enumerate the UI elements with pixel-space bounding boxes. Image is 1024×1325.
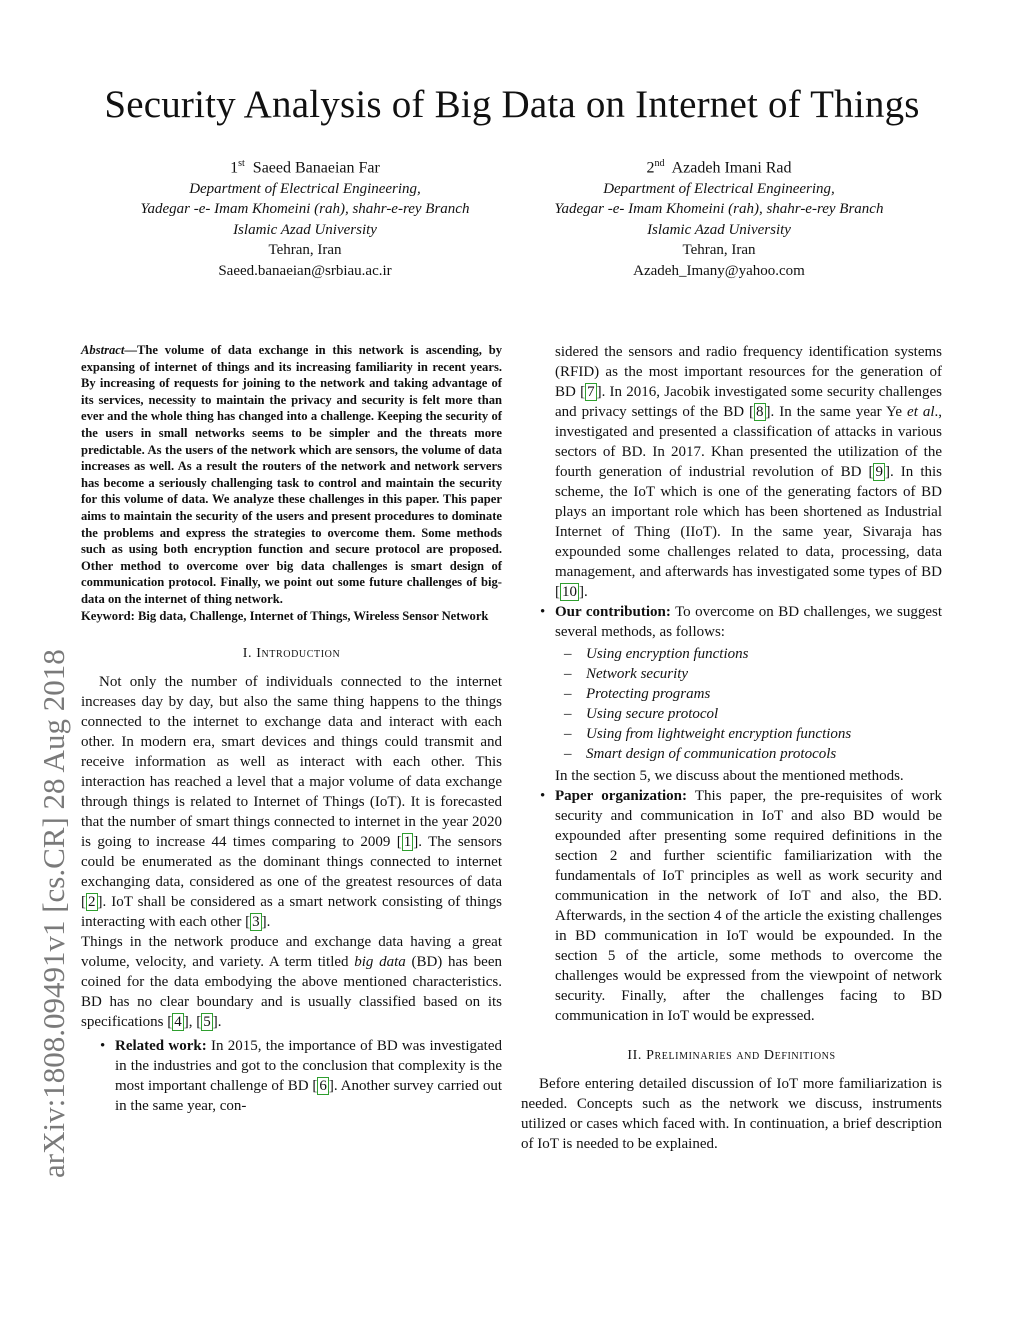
method-item: – Network security (521, 664, 942, 684)
citation-link[interactable]: 9 (875, 464, 883, 480)
bullet-contribution: • Our contribution: To overcome on BD challenges, we suggest several methods, as follows: – Using encryption functions – Network security – Protecting programs – Using secure protocol – Using from lightweight encryption functions – Smart design of communication protocols (521, 602, 942, 764)
keywords: Keyword: Big data, Challenge, Internet of Things, Wireless Sensor Network (81, 608, 489, 623)
method-item: – Using encryption functions (521, 644, 942, 664)
author-location: Tehran, Iran (268, 242, 342, 259)
author-branch: Yadegar -e- Imam Khomeini (rah), shahr-e-rey Branch (140, 201, 470, 218)
citation-link[interactable]: 5 (203, 1014, 211, 1031)
author-department: Department of Electrical Engineering, (603, 180, 835, 197)
section-heading-introduction: I. Introduction (242, 646, 341, 662)
author-name: 2nd Azadeh Imani Rad (646, 158, 792, 177)
citation-link[interactable]: 8 (756, 404, 764, 420)
section5-note: In the section 5, we discuss about the mentioned methods. (555, 768, 904, 784)
citation-link[interactable]: 6 (319, 1078, 327, 1095)
citation-link[interactable]: 2 (88, 894, 96, 911)
section-heading-preliminaries: II. Preliminaries and Definitions (627, 1048, 836, 1063)
abstract: Abstract—The volume of data exchange in this network is ascending, by expansing of internet of things and its increasing familiarity in recent years. By increasing of requests for joining to the network and taking advantage of its services, necessity to maintain the privacy and security is felt more than ever and the whole thing has changed into a challenge. Keeping the security of the users in small networks seems to be simpler and the threats more predictable. As the users of the network which are sensors, the volume of data increases as well. As a result the routers of the network and network servers has become a seriously challenging task to control and maintain the security for this volume of data. We analyze these challenges in this paper. This paper aims to maintain the security of the users and present procedures to dominate the problems and express the strategies to overcome them. Some methods such as using both encryption function and secure protocol are proposed. Other method to overcome over big data challenges is smart design of communication protocol. Finally, we point out some future challenges of big-data on the internet of thing network. (81, 343, 502, 606)
citation-link[interactable]: 1 (403, 834, 412, 851)
bullet-related-work: • Related work: In 2015, the importance of BD was investigated in the industries and got to the conclusion that complexity is the most important challenge of BD [ 6 ]. Another survey carried out in the same year, con- (81, 1036, 502, 1116)
author-block-2 (509, 154, 929, 281)
citation-link[interactable]: 10 (562, 584, 577, 600)
citation-link[interactable]: 4 (174, 1014, 182, 1031)
citation-link[interactable]: 7 (587, 384, 595, 400)
bullet-paper-organization: • Paper organization: This paper, the pre-requisites of work security and communication in IoT and also BD would be expounded after presenting some required definitions in the section 2 and further scientific familiarization with the fundamentals of IoT principles as well as work security and communication in the network of IoT and also, the BD. Afterwards, in the section 4 of the article the existing challenges in BD communication in IoT would be expounded. In the section 5 of the article, some methods to overcome the challenges would be expressed from the viewpoint of network security. Finally, after the challenges facing to BD communication in IoT would be expressed. (521, 786, 942, 1026)
author-name: 1st Saeed Banaeian Far (230, 158, 380, 177)
intro-bullet-list (81, 1036, 502, 1116)
right-column (521, 342, 942, 1154)
author-university: Islamic Azad University (647, 221, 791, 238)
citation-link[interactable]: 3 (252, 914, 260, 931)
bullet-related-work-continued: sidered the sensors and radio frequency identification systems (RFID) as the most important resources for the generation of BD [ 7 ]. In 2016, Jacobik investigated some security challenges and privacy settings of the BD [ 8 ]. In the same year Ye et al., investigated and presented a classification of attacks in various sectors of BD. In 2017. Khan presented the utilization of the fourth generation of industrial revolution of BD [ 9 ]. In this scheme, the IoT which is one of the generating factors of BD plays an important role which has been shortened as Industrial Internet of Thing (IIoT). In the same year, Sivaraja has expounded some challenges related to data, processing, data management, and afterwards has investigated some types of BD [ 10 ]. (555, 344, 943, 600)
method-item: – Smart design of communication protocols (521, 744, 942, 764)
organization-bullet-list (521, 786, 942, 1026)
preliminaries-paragraph: Before entering detailed discussion of IoT more familiarization is needed. Concepts such as the network we discuss, instruments utilized or cases which faced with. In continuation, a brief description of IoT is needed to be explained. (521, 1076, 942, 1152)
author-department: Department of Electrical Engineering, (189, 180, 421, 197)
arxiv-identifier: arXiv:1808.09491v1 [cs.CR] 28 Aug 2018 (36, 649, 71, 1178)
intro-paragraph-2: Things in the network produce and exchange data having a great volume, velocity, and variety. A term titled big data (BD) has been coined for the data embodying the above mentioned characteristics. BD has no clear boundary and is usually classified based on its specifications [ 4 ], [ 5 ]. (81, 934, 502, 1031)
left-column (81, 342, 502, 1116)
method-item: – Using from lightweight encryption functions (521, 724, 942, 744)
author-email: Saeed.banaeian@srbiau.ac.ir (218, 262, 392, 279)
author-branch: Yadegar -e- Imam Khomeini (rah), shahr-e-rey Branch (554, 201, 884, 218)
author-email: Azadeh_Imany@yahoo.com (633, 262, 805, 279)
author-block-1 (95, 154, 515, 281)
method-item: – Protecting programs (521, 684, 942, 704)
method-item: – Using secure protocol (521, 704, 942, 724)
author-university: Islamic Azad University (233, 221, 377, 238)
author-location: Tehran, Iran (682, 242, 756, 259)
continued-bullet-list (521, 342, 942, 764)
paper-title: Security Analysis of Big Data on Internet of Things (104, 83, 920, 126)
methods-list (521, 644, 942, 764)
intro-paragraph-1: Not only the number of individuals connected to the internet increases day by day, but also the same thing happens to the things connected to the internet to exchange data and interact with each other. In modern era, smart devices and things could transmit and receive information as well as interact with each other. This interaction has reached a level that a major volume of data exchange through things is related to Internet of Things (IoT). It is forecasted that the number of smart things connected to internet in the year 2020 is going to increase 44 times comparing to 2009 [ 1 ]. The sensors could be enumerated as the dominant things connected to internet exchanging data, considered as one of the greatest resources of data [ 2 ]. IoT shall be considered as a smart network consisting of things interacting with each other [ 3 ]. (81, 674, 502, 931)
